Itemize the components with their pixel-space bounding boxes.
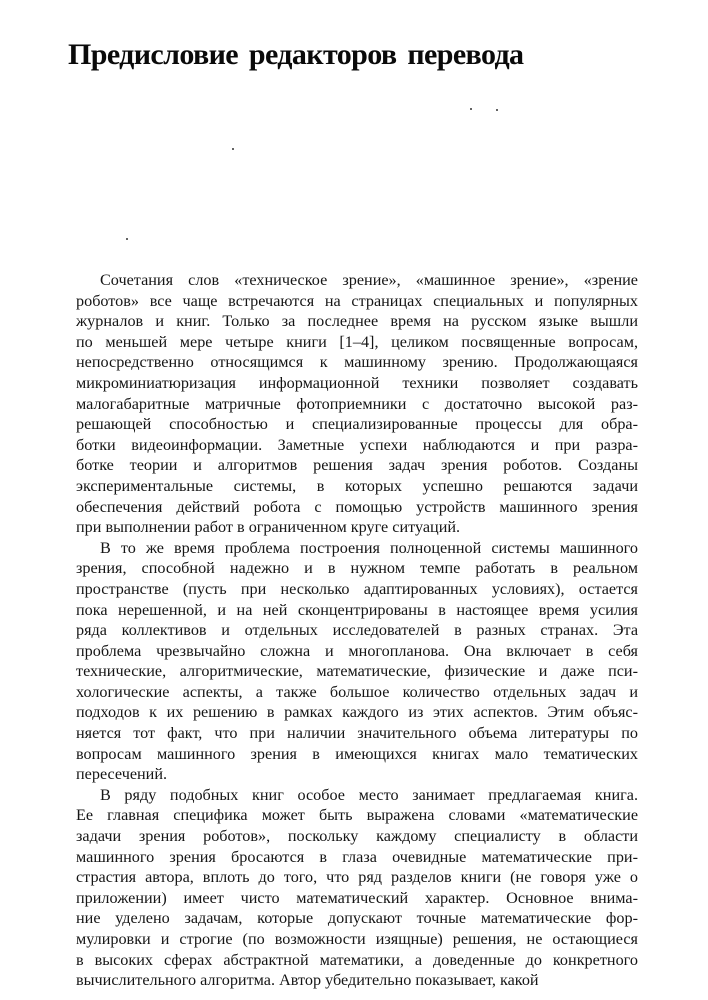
text-line: задачи зрения роботов», поскольку каждому специалисту в области — [76, 827, 638, 846]
text-line: журналов и книг. Только за последнее время на русском языке вышли — [76, 312, 638, 331]
text-line: при выполнении работ в ограниченном круге ситуаций. — [76, 518, 461, 537]
text-line: ряда коллективов и отдельных исследователей в разных странах. Эта — [76, 621, 638, 640]
paragraph — [76, 785, 638, 991]
text-line: решающей способностью и специализированные процессы для обра- — [76, 415, 638, 434]
scan-speck — [126, 238, 128, 240]
text-line: вычислительного алгоритма. Автор убедительно показывает, какой — [76, 971, 539, 990]
text-line: экспериментальные системы, в которых успешно решаются задачи — [76, 476, 638, 495]
text-line: по меньшей мере четыре книги [1–4], целиком посвященные вопросам, — [76, 332, 638, 351]
text-line: зрения, способной надежно и в нужном темпе работать в реальном — [76, 559, 638, 578]
scan-speck — [232, 148, 234, 150]
text-line: обеспечения действий робота с помощью устройств машинного зрения — [76, 497, 638, 516]
paragraph — [76, 538, 638, 785]
text-line: роботов» все чаще встречаются на страницах специальных и популярных — [76, 291, 638, 310]
paragraph — [76, 270, 638, 538]
text-line: вопросам машинного зрения в имеющихся книгах мало тематических — [76, 744, 638, 763]
text-line: проблема чрезвычайно сложна и многопланова. Она включает в себя — [76, 641, 638, 660]
body-text — [76, 270, 638, 991]
text-line: няется тот факт, что при наличии значительного объема литературы по — [76, 724, 638, 743]
text-line: мулировки и строгие (по возможности изящные) решения, не остающиеся — [76, 930, 638, 948]
text-line: Сочетания слов «техническое зрение», «машинное зрение», «зрение — [100, 271, 638, 289]
text-line: малогабаритные матричные фотоприемники с достаточно высокой раз- — [76, 394, 638, 413]
text-line: ние уделено задачам, которые допускают точные математические фор- — [76, 909, 638, 928]
text-line: хологические аспекты, а также большое количество отдельных задач и — [76, 682, 638, 701]
text-line: технические, алгоритмические, математические, физические и даже пси- — [76, 662, 638, 681]
text-line: страстия автора, вплоть до того, что ряд разделов книги (не говоря уже о — [76, 868, 638, 887]
scan-speck — [470, 108, 472, 110]
text-line: пространстве (пусть при несколько адаптированных условиях), остается — [76, 579, 638, 598]
text-line: машинного зрения бросаются в глаза очевидные математические при- — [76, 847, 638, 866]
text-line: ботке теории и алгоритмов решения задач зрения роботов. Созданы — [76, 456, 638, 475]
page-title: Предисловие редакторов перевода — [68, 38, 524, 71]
text-line: подходов к их решению в рамках каждого из этих аспектов. Этим объяс- — [76, 703, 638, 722]
text-line: в высоких сферах абстрактной математики, а доведенные до конкретного — [76, 950, 638, 969]
text-line: пересечений. — [76, 765, 168, 784]
text-line: микроминиатюризация информационной техники позволяет создавать — [76, 373, 638, 392]
text-line: В ряду подобных книг особое место занимает предлагаемая книга. — [100, 785, 638, 804]
text-line: приложении) имеет чисто математический характер. Основное внима- — [76, 888, 638, 907]
text-line: Ее главная специфика может быть выражена словами «математические — [76, 806, 638, 825]
text-line: В то же время проблема построения полноценной системы машинного — [100, 538, 638, 557]
text-line: пока нерешенной, и на ней сконцентрированы в настоящее время усилия — [76, 600, 638, 619]
text-line: непосредственно относящимся к машинному зрению. Продолжающаяся — [76, 353, 638, 372]
scan-speck — [496, 109, 498, 111]
text-line: ботки видеоинформации. Заметные успехи наблюдаются и при разра- — [76, 435, 638, 454]
